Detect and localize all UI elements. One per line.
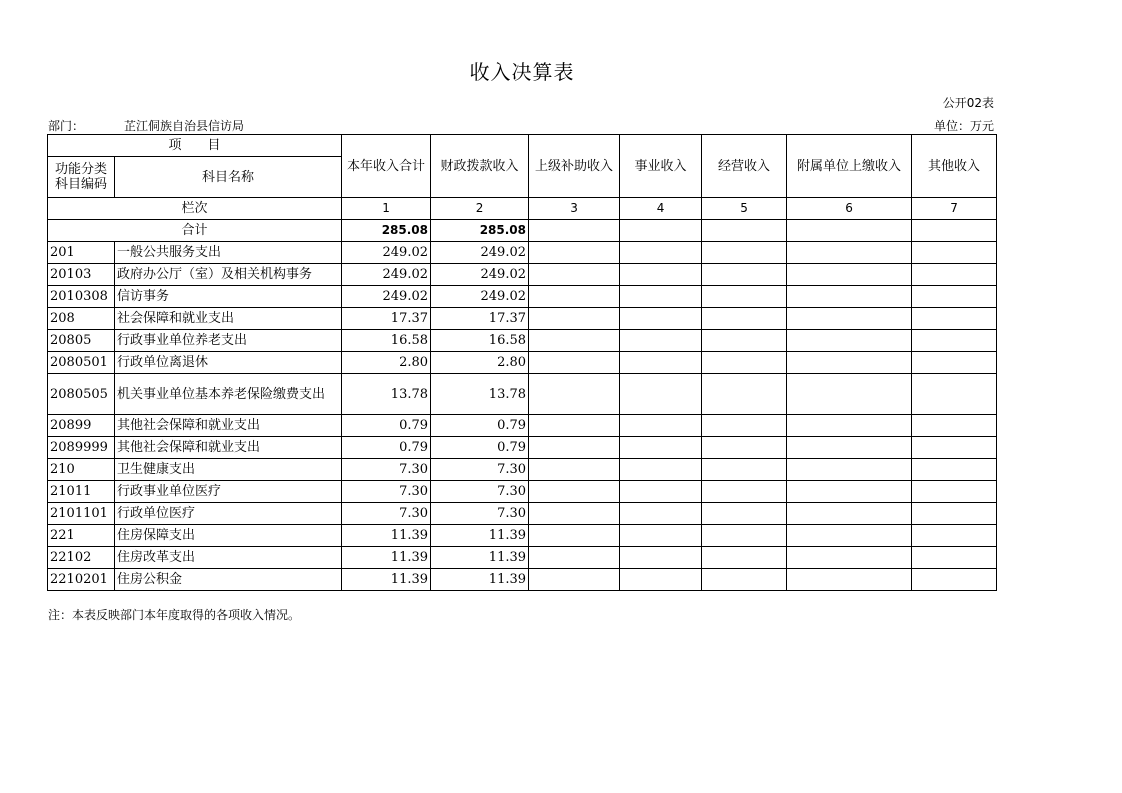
row-value <box>529 547 620 569</box>
page-title: 收入决算表 <box>469 60 575 84</box>
row-value <box>620 242 702 264</box>
total-cell <box>529 220 620 242</box>
index-cell: 6 <box>787 198 912 220</box>
table-row <box>48 264 997 286</box>
row-value: 13.78 <box>431 374 529 415</box>
row-name: 行政单位医疗 <box>115 503 342 525</box>
row-value <box>787 525 912 547</box>
row-value: 249.02 <box>342 264 431 286</box>
index-cell: 7 <box>912 198 997 220</box>
total-cell <box>787 220 912 242</box>
row-name: 住房公积金 <box>115 569 342 591</box>
row-value <box>529 264 620 286</box>
row-value <box>912 459 997 481</box>
row-code: 20899 <box>48 415 115 437</box>
row-value <box>787 503 912 525</box>
row-value <box>529 503 620 525</box>
row-value <box>787 481 912 503</box>
row-value: 249.02 <box>431 286 529 308</box>
table-row <box>48 352 997 374</box>
row-value: 7.30 <box>342 459 431 481</box>
row-value <box>620 437 702 459</box>
row-code: 22102 <box>48 547 115 569</box>
row-value: 2.80 <box>431 352 529 374</box>
row-value <box>620 415 702 437</box>
table-row <box>48 569 997 591</box>
table-row <box>48 459 997 481</box>
row-value <box>620 569 702 591</box>
row-value <box>702 264 787 286</box>
header-col-3: 上级补助收入 <box>529 135 620 198</box>
row-value <box>620 308 702 330</box>
table-row <box>48 286 997 308</box>
row-value <box>620 525 702 547</box>
row-value: 17.37 <box>342 308 431 330</box>
row-value <box>702 242 787 264</box>
form-number: 公开02表 <box>942 96 994 110</box>
row-value: 16.58 <box>342 330 431 352</box>
row-value <box>529 525 620 547</box>
row-value <box>787 242 912 264</box>
header-col-2: 财政拨款收入 <box>431 135 529 198</box>
row-value: 13.78 <box>342 374 431 415</box>
row-value <box>620 503 702 525</box>
row-value: 0.79 <box>342 437 431 459</box>
row-value <box>787 547 912 569</box>
row-value <box>912 569 997 591</box>
row-value <box>787 459 912 481</box>
row-value <box>787 352 912 374</box>
table-row <box>48 437 997 459</box>
row-value <box>702 525 787 547</box>
row-value <box>787 330 912 352</box>
row-value: 0.79 <box>431 415 529 437</box>
row-value <box>912 437 997 459</box>
header-col-6: 附属单位上缴收入 <box>787 135 912 198</box>
row-code: 2089999 <box>48 437 115 459</box>
row-value <box>529 569 620 591</box>
row-name: 卫生健康支出 <box>115 459 342 481</box>
row-name: 住房保障支出 <box>115 525 342 547</box>
row-value: 0.79 <box>431 437 529 459</box>
index-cell: 1 <box>342 198 431 220</box>
row-code: 2210201 <box>48 569 115 591</box>
row-value <box>912 374 997 415</box>
row-name: 一般公共服务支出 <box>115 242 342 264</box>
total-row <box>48 220 997 242</box>
row-value <box>912 286 997 308</box>
row-value: 249.02 <box>431 264 529 286</box>
row-code: 2010308 <box>48 286 115 308</box>
row-value: 11.39 <box>342 569 431 591</box>
row-value: 11.39 <box>342 525 431 547</box>
row-value: 7.30 <box>431 481 529 503</box>
footnote: 注：本表反映部门本年度取得的各项收入情况。 <box>48 608 301 622</box>
row-value <box>529 459 620 481</box>
row-name: 其他社会保障和就业支出 <box>115 437 342 459</box>
row-code: 201 <box>48 242 115 264</box>
row-value: 7.30 <box>431 459 529 481</box>
row-value: 7.30 <box>342 503 431 525</box>
row-name: 行政事业单位医疗 <box>115 481 342 503</box>
row-value <box>702 503 787 525</box>
row-value <box>529 415 620 437</box>
row-value <box>620 481 702 503</box>
row-value <box>787 264 912 286</box>
table-row <box>48 374 997 415</box>
row-value <box>912 481 997 503</box>
row-code: 20103 <box>48 264 115 286</box>
row-code: 208 <box>48 308 115 330</box>
row-value: 11.39 <box>431 569 529 591</box>
row-value <box>912 330 997 352</box>
row-value <box>912 547 997 569</box>
row-value <box>529 481 620 503</box>
table-row <box>48 503 997 525</box>
row-value <box>529 286 620 308</box>
row-value <box>620 286 702 308</box>
table-row <box>48 415 997 437</box>
row-value <box>702 459 787 481</box>
row-value <box>702 547 787 569</box>
department-name: 芷江侗族自治县信访局 <box>124 119 245 133</box>
row-value: 11.39 <box>431 547 529 569</box>
row-name: 行政单位离退休 <box>115 352 342 374</box>
row-value <box>702 481 787 503</box>
row-value <box>912 503 997 525</box>
row-value <box>620 264 702 286</box>
unit-label: 单位：万元 <box>933 119 994 133</box>
row-value <box>787 308 912 330</box>
row-name: 行政事业单位养老支出 <box>115 330 342 352</box>
row-value: 7.30 <box>431 503 529 525</box>
row-value <box>529 330 620 352</box>
index-cell: 3 <box>529 198 620 220</box>
row-value <box>787 569 912 591</box>
header-func-code: 功能分类科目编码 <box>48 157 115 198</box>
row-value <box>912 242 997 264</box>
total-cell <box>620 220 702 242</box>
row-value: 16.58 <box>431 330 529 352</box>
row-code: 2080505 <box>48 374 115 415</box>
row-value <box>912 525 997 547</box>
row-value: 0.79 <box>342 415 431 437</box>
table-row <box>48 481 997 503</box>
row-value <box>702 569 787 591</box>
header-subject-name: 科目名称 <box>115 157 342 198</box>
row-value: 2.80 <box>342 352 431 374</box>
row-value <box>702 437 787 459</box>
row-code: 21011 <box>48 481 115 503</box>
row-value <box>620 547 702 569</box>
row-code: 210 <box>48 459 115 481</box>
total-cell <box>912 220 997 242</box>
department-line <box>48 117 244 134</box>
row-name: 信访事务 <box>115 286 342 308</box>
total-cell: 285.08 <box>342 220 431 242</box>
row-value: 7.30 <box>342 481 431 503</box>
table-row <box>48 308 997 330</box>
row-value <box>702 330 787 352</box>
row-value <box>787 374 912 415</box>
row-value <box>620 374 702 415</box>
header-project: 项 目 <box>48 135 342 157</box>
total-label: 合计 <box>48 220 342 242</box>
row-name: 政府办公厅（室）及相关机构事务 <box>115 264 342 286</box>
department-label: 部门： <box>48 119 85 133</box>
row-code: 2101101 <box>48 503 115 525</box>
row-name: 其他社会保障和就业支出 <box>115 415 342 437</box>
row-value <box>529 308 620 330</box>
row-value: 11.39 <box>431 525 529 547</box>
table-row <box>48 330 997 352</box>
header-col-4: 事业收入 <box>620 135 702 198</box>
row-code: 20805 <box>48 330 115 352</box>
row-value <box>787 286 912 308</box>
row-value: 249.02 <box>342 242 431 264</box>
header-col-5: 经营收入 <box>702 135 787 198</box>
table-row <box>48 525 997 547</box>
row-value <box>620 330 702 352</box>
header-col-1: 本年收入合计 <box>342 135 431 198</box>
index-cell: 4 <box>620 198 702 220</box>
row-value: 249.02 <box>342 286 431 308</box>
row-value: 17.37 <box>431 308 529 330</box>
row-value: 11.39 <box>342 547 431 569</box>
row-value <box>529 437 620 459</box>
header-row-1 <box>48 135 997 157</box>
row-name: 社会保障和就业支出 <box>115 308 342 330</box>
row-value <box>912 352 997 374</box>
row-value <box>529 374 620 415</box>
total-cell <box>702 220 787 242</box>
table-row <box>48 547 997 569</box>
index-label: 栏次 <box>48 198 342 220</box>
index-row <box>48 198 997 220</box>
row-value <box>620 352 702 374</box>
row-value <box>529 352 620 374</box>
row-code: 221 <box>48 525 115 547</box>
row-value <box>912 415 997 437</box>
row-value <box>787 437 912 459</box>
row-value <box>702 415 787 437</box>
index-cell: 2 <box>431 198 529 220</box>
row-value <box>702 308 787 330</box>
row-value <box>702 352 787 374</box>
row-value <box>620 459 702 481</box>
row-value <box>912 264 997 286</box>
index-cell: 5 <box>702 198 787 220</box>
row-value <box>702 286 787 308</box>
row-name: 住房改革支出 <box>115 547 342 569</box>
income-table <box>47 134 997 591</box>
total-cell: 285.08 <box>431 220 529 242</box>
row-value <box>529 242 620 264</box>
row-name: 机关事业单位基本养老保险缴费支出 <box>115 374 342 415</box>
header-col-7: 其他收入 <box>912 135 997 198</box>
row-value <box>787 415 912 437</box>
row-value: 249.02 <box>431 242 529 264</box>
row-value <box>702 374 787 415</box>
row-code: 2080501 <box>48 352 115 374</box>
table-body <box>48 135 997 591</box>
row-value <box>912 308 997 330</box>
table-row <box>48 242 997 264</box>
